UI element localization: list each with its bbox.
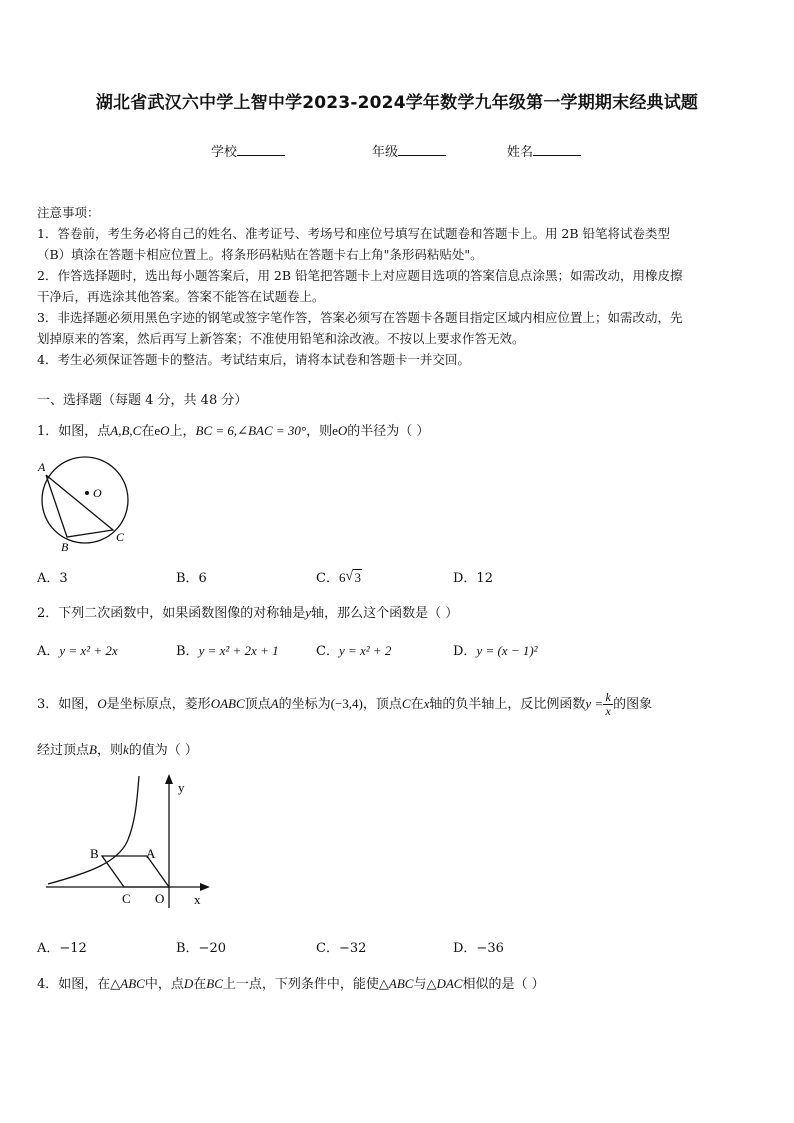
name-field[interactable] (507, 141, 581, 160)
q4-var: D (183, 976, 194, 991)
name-label: 姓名 (507, 145, 534, 160)
option-coef: 6 (338, 570, 346, 585)
y-axis-arrow-icon (165, 774, 173, 784)
q3-option-b[interactable]: B．−20 (176, 941, 226, 956)
q3-text: ，顶点 (362, 697, 402, 712)
q3-text: 顶点 (244, 697, 271, 712)
option-expr: y = x² + 2x (59, 643, 118, 658)
label-a: A (146, 846, 156, 861)
q3-option-d[interactable]: D．−36 (453, 941, 504, 956)
q3-text: 轴的负半轴上，反比例函数 (429, 697, 586, 712)
q2-option-b[interactable] (176, 640, 279, 659)
option-expr: y = x² + 2x + 1 (198, 643, 279, 658)
center-dot (85, 491, 89, 495)
q1-condition: BC = 6,∠BAC = 30° (195, 423, 307, 438)
q3-var: C (401, 696, 411, 711)
label-b: B (90, 846, 99, 861)
q3-text: 3．如图， (37, 697, 98, 712)
grade-field[interactable] (372, 141, 446, 160)
label-c: C (122, 891, 131, 906)
section-heading: 一、选择题（每题 4 分，共 48 分） (37, 393, 248, 408)
q1-center: O (160, 423, 170, 438)
denominator: x (605, 704, 611, 718)
q4-text: 中，点 (144, 977, 184, 992)
question-2 (37, 602, 458, 621)
q3-option-a[interactable]: A．−12 (37, 941, 87, 956)
notes-line: 划掉原来的答案，然后再写上新答案；不准使用铅笔和涂改液。不按以上要求作答无效。 (37, 331, 525, 346)
q1-points: A,B,C (110, 423, 142, 438)
q3-option-c[interactable]: C．−32 (316, 941, 367, 956)
option-expr: y = x² + 2 (338, 643, 392, 658)
name-blank[interactable] (533, 143, 581, 156)
notes-line: （B）填涂在答题卡相应位置上。将条形码粘贴在答题卡右上角"条形码粘贴处"。 (37, 247, 483, 262)
sqrt-expr (345, 570, 362, 586)
label-b: B (61, 540, 69, 554)
x-axis-arrow-icon (200, 883, 210, 891)
rhombus-oabc (102, 856, 169, 887)
option-label: D． (453, 644, 477, 659)
notes-line: 2．作答选择题时，选出每小题答案后，用 2B 铅笔把答题卡上对应题目选项的答案信息点涂黑；如需改动，用橡皮擦 (37, 268, 683, 283)
notes-line: 3．非选择题必须用黑色字迹的钢笔或签字笔作答，答案必须写在答题卡各题目指定区域内相应位置上；如需改动，先 (37, 310, 683, 325)
q3-text: 在 (410, 697, 424, 712)
q4-var: DAC (436, 976, 463, 991)
q3-text: 的图象 (613, 697, 653, 712)
q2-option-d[interactable] (453, 640, 538, 659)
q1-center: O (337, 423, 348, 438)
q4-text: 与△ (413, 977, 437, 992)
q1-option-a[interactable]: A．3 (37, 571, 68, 586)
circle-symbol: e (154, 423, 161, 438)
label-c: C (116, 530, 125, 544)
label-o: O (155, 891, 165, 906)
q4-var: ABC (120, 976, 145, 991)
sqrt-icon: √ (345, 569, 354, 584)
q4-var: BC (206, 976, 223, 991)
q2-axis: y (305, 605, 312, 620)
option-label: C． (316, 644, 339, 659)
q4-text: 上一点，下列条件中，能使△ (222, 977, 389, 992)
q4-text: 4．如图，在△ (37, 977, 121, 992)
q3-text: 的坐标为 (278, 697, 331, 712)
q1-circle-figure (30, 455, 140, 555)
q3-text: ，则 (96, 743, 123, 758)
q3-var: k (122, 742, 129, 757)
q2-option-c[interactable] (316, 640, 391, 659)
question-3 (37, 691, 652, 718)
q3-var: x (423, 696, 430, 711)
q3-text: 经过顶点 (37, 743, 90, 758)
triangle-abc (46, 475, 113, 537)
q3-coord: (−3,4) (330, 696, 363, 711)
label-x: x (194, 892, 201, 907)
school-blank[interactable] (237, 143, 285, 156)
q3-var: A (270, 696, 279, 711)
q1-text: 1．如图，点 (37, 424, 111, 439)
label-a: A (38, 460, 46, 474)
numerator: k (605, 690, 611, 704)
radicand: 3 (354, 570, 361, 585)
q3-fn: y = (585, 696, 604, 711)
label-y: y (178, 780, 185, 795)
question-3-line2 (37, 739, 198, 758)
question-1 (37, 420, 429, 439)
page-title: 湖北省武汉六中学上智中学2023-2024学年数学九年级第一学期期末经典试题 (95, 93, 699, 113)
q3-var: O (97, 696, 107, 711)
option-label: A． (37, 644, 60, 659)
q4-text: 相似的是（ ） (462, 977, 545, 992)
question-4 (37, 973, 545, 992)
q1-text: 的半径为（ ） (347, 424, 430, 439)
circle-symbol: e (332, 423, 338, 438)
q4-var: ABC (388, 976, 414, 991)
option-label: B． (176, 644, 199, 659)
school-field[interactable] (211, 141, 285, 160)
notes-line: 干净后，再选涂其他答案。答案不能答在试题卷上。 (37, 289, 325, 304)
q2-option-a[interactable] (37, 640, 118, 659)
fraction-k-over-x (603, 691, 613, 718)
option-label: C． (316, 571, 339, 586)
q3-var: OABC (210, 696, 245, 711)
q1-option-c[interactable] (316, 567, 362, 586)
notes-block (37, 202, 759, 370)
grade-blank[interactable] (398, 143, 446, 156)
hyperbola-curve (48, 776, 139, 884)
notes-line: 4．考生必须保证答题卡的整洁。考试结束后，请将本试卷和答题卡一并交回。 (37, 352, 470, 367)
q2-text: 2．下列二次函数中，如果函数图像的对称轴是 (37, 606, 306, 621)
q3-rhombus-figure (42, 772, 222, 912)
q4-text: 在 (193, 977, 207, 992)
q1-text: ，则 (306, 424, 333, 439)
label-o: O (93, 486, 102, 500)
q1-option-b[interactable]: B．6 (176, 571, 207, 586)
q2-text: 轴，那么这个函数是（ ） (311, 606, 459, 621)
option-expr: y = (x − 1)² (476, 643, 538, 658)
q1-option-d[interactable]: D．12 (453, 571, 493, 586)
q1-text: 上， (169, 424, 196, 439)
notes-line: 1．答卷前，考生务必将自己的姓名、准考证号、考场号和座位号填写在试题卷和答题卡上。用 2B 铅笔将试卷类型 (37, 226, 671, 241)
grade-label: 年级 (372, 145, 399, 160)
q3-text: 是坐标原点，菱形 (106, 697, 211, 712)
notes-heading: 注意事项： (37, 205, 100, 220)
q3-var: B (89, 742, 97, 757)
q3-text: 的值为（ ） (128, 743, 198, 758)
school-label: 学校 (211, 145, 238, 160)
q1-text: 在 (141, 424, 155, 439)
